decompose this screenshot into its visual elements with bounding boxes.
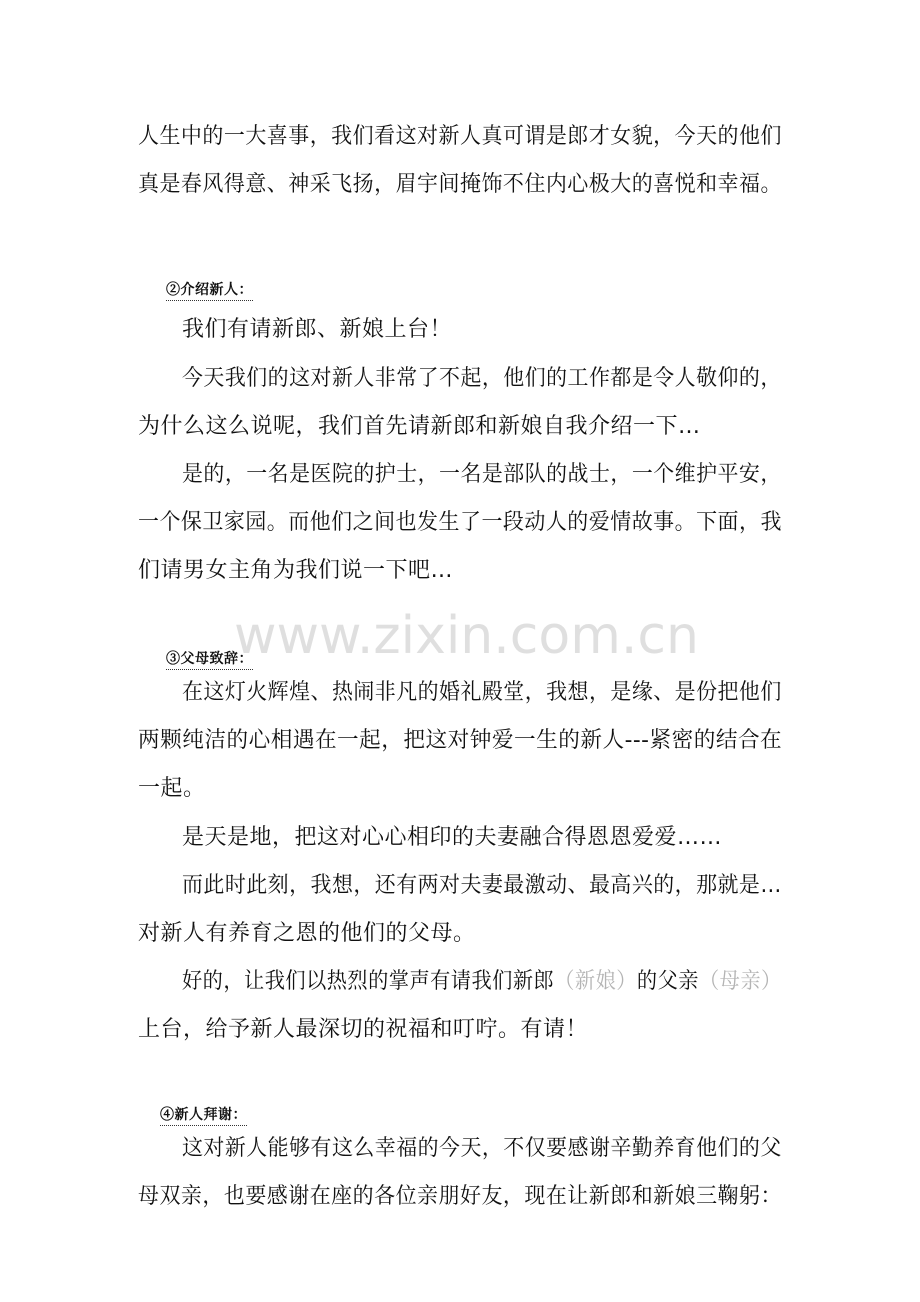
- section2-paragraph-1: 我们有请新郎、新娘上台！: [182, 317, 453, 342]
- section-heading-couple-thanks: ④新人拜谢：: [160, 1106, 247, 1126]
- section3-paragraph-1-line-3: 一起。: [138, 776, 206, 801]
- section3-paragraph-3-line-2: 对新人有养育之恩的他们的父母。: [138, 921, 476, 946]
- paragraph-text: 的父亲: [636, 969, 699, 994]
- section3-paragraph-1-line-2: 两颗纯洁的心相遇在一起，把这对钟爱一生的新人---紧密的结合在: [138, 728, 783, 753]
- bride-note: （新娘）: [554, 969, 637, 994]
- paragraph-text: 好的，让我们以热烈的掌声有请我们新郎: [182, 969, 555, 994]
- section3-paragraph-4-line-2: 上台，给予新人最深切的祝福和叮咛。有请！: [138, 1017, 589, 1042]
- section4-paragraph-1-line-2: 母双亲，也要感谢在座的各位亲朋好友，现在让新郎和新娘三鞠躬：: [138, 1184, 782, 1209]
- section-heading-introduce-couple: ②介绍新人：: [166, 281, 253, 301]
- section2-paragraph-3-line-1: 是的，一名是医院的护士，一名是部队的战士，一个维护平安，: [182, 462, 782, 487]
- section4-paragraph-1-line-1: 这对新人能够有这么幸福的今天，不仅要感谢辛勤养育他们的父: [182, 1136, 782, 1161]
- section2-paragraph-2-line-2: 为什么这么说呢，我们首先请新郎和新娘自我介绍一下…: [138, 414, 701, 439]
- section3-paragraph-3-line-1: 而此时此刻，我想，还有两对夫妻最激动、最高兴的，那就是…: [182, 873, 782, 898]
- section3-paragraph-4-line-1: [182, 967, 782, 997]
- intro-line-2: 真是春风得意、神采飞扬，眉宇间掩饰不住内心极大的喜悦和幸福。: [138, 172, 782, 197]
- section2-paragraph-2-line-1: 今天我们的这对新人非常了不起，他们的工作都是令人敬仰的，: [182, 366, 782, 391]
- mother-note: （母亲）: [698, 969, 782, 994]
- section2-paragraph-3-line-3: 们请男女主角为我们说一下吧…: [138, 558, 454, 583]
- section-heading-parents-speech: ③父母致辞：: [166, 650, 253, 670]
- intro-line-1: 人生中的一大喜事，我们看这对新人真可谓是郎才女貌，今天的他们: [138, 124, 782, 149]
- section3-paragraph-1-line-1: 在这灯火辉煌、热闹非凡的婚礼殿堂，我想，是缘、是份把他们: [182, 680, 782, 705]
- section2-paragraph-3-line-2: 一个保卫家园。而他们之间也发生了一段动人的爱情故事。下面，我: [138, 510, 782, 535]
- section3-paragraph-2: 是天是地，把这对心心相印的夫妻融合得恩恩爱爱……: [182, 825, 723, 850]
- watermark-text: www.zixin.com.cn: [234, 606, 699, 666]
